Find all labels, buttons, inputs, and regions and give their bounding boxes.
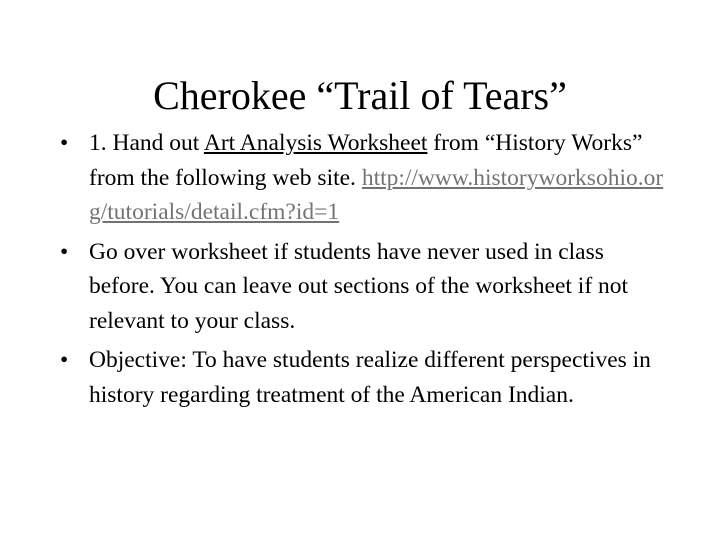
bullet-marker: • xyxy=(60,238,69,265)
bullet-list xyxy=(60,126,665,417)
bullet-text-middle: from “History Works” from the following web site. xyxy=(89,130,643,191)
history-works-url-link[interactable]: http://www.historyworksohio.org/tutorials/detail.cfm?id=1 xyxy=(89,164,664,225)
bullet-item-objective xyxy=(60,343,665,412)
worksheet-title-link[interactable]: Art Analysis Worksheet xyxy=(203,130,428,156)
bullet-item-handout xyxy=(60,126,665,230)
bullet-text: Go over worksheet if students have never used in class before. You can leave out sections of the worksheet if not relevant to your class. xyxy=(89,238,629,334)
slide-title: Cherokee “Trail of Tears” xyxy=(153,73,567,118)
bullet-item-worksheet xyxy=(60,235,665,339)
bullet-marker: • xyxy=(60,347,69,373)
bullet-text-prefix: 1. Hand out xyxy=(89,130,204,156)
bullet-marker: • xyxy=(60,130,69,156)
bullet-text: Objective: To have students realize different perspectives in history regarding treatment of the American Indian. xyxy=(89,347,651,408)
